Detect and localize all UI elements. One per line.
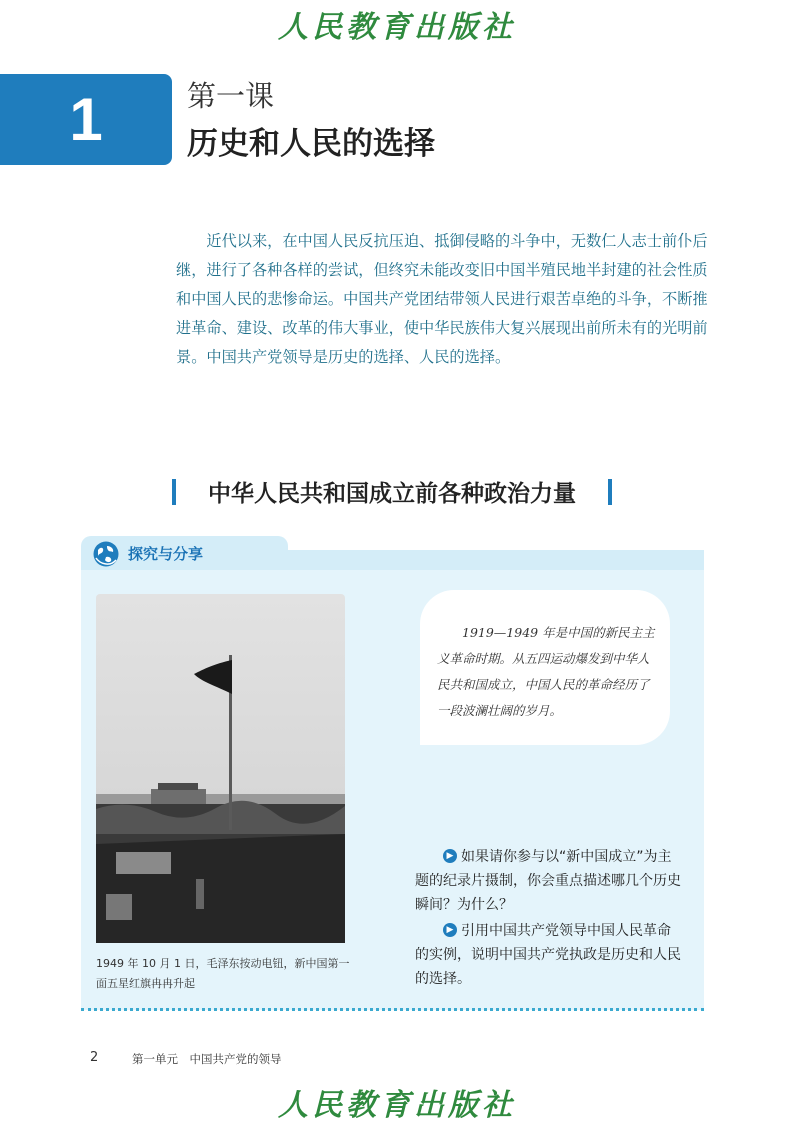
question-1: [415, 845, 683, 917]
heading-bar-right: [608, 479, 612, 505]
question-2-text: 引用中国共产党领导中国人民革命的实例，说明中国共产党执政是历史和人民的选择。: [415, 923, 681, 987]
lesson-number: 1: [69, 86, 103, 153]
question-1-text: 如果请你参与以“新中国成立”为主题的纪录片摄制，你会重点描述哪几个历史瞬间？为什么？: [415, 849, 681, 913]
dotted-divider: [81, 1008, 704, 1011]
arrow-right-icon: ▶: [443, 923, 457, 937]
arrow-right-icon: ▶: [443, 849, 457, 863]
lesson-subtitle: 第一课: [187, 79, 275, 113]
question-2: [415, 919, 683, 991]
heading-bar-left: [172, 479, 176, 505]
founding-ceremony-photo: [96, 594, 345, 943]
section-title: 中华人民共和国成立前各种政治力量: [208, 481, 576, 507]
globe-icon: [92, 540, 120, 568]
publisher-logo-bottom: 人民教育出版社: [278, 1088, 516, 1123]
intro-paragraph: 近代以来，在中国人民反抗压迫、抵御侵略的斗争中，无数仁人志士前仆后继，进行了各种各样的尝试，但终究未能改变旧中国半殖民地半封建的社会性质和中国人民的悲惨命运。中国共产党团结带领人民进行艰苦卓绝的斗争，不断推进革命、建设、改革的伟大事业，使中华民族伟大复兴展现出前所未有的光明前景。中国共产党领导是历史的选择、人民的选择。: [176, 232, 708, 366]
activity-label: 探究与分享: [128, 545, 204, 563]
unit-label: 第一单元 中国共产党的领导: [132, 1052, 282, 1066]
lesson-title: 历史和人民的选择: [187, 126, 435, 162]
page-number: 2: [90, 1050, 99, 1065]
section-heading: [172, 475, 612, 508]
bubble-text: 1919—1949 年是中国的新民主主义革命时期。从五四运动爆发到中华人民共和国成立，中国人民的革命经历了一段波澜壮阔的岁月。: [437, 625, 655, 718]
photo-caption: 1949 年 10 月 1 日，毛泽东按动电钮，新中国第一面五星红旗冉冉升起: [96, 957, 350, 990]
lesson-number-block: [0, 74, 172, 165]
publisher-logo-top: 人民教育出版社: [278, 10, 516, 45]
